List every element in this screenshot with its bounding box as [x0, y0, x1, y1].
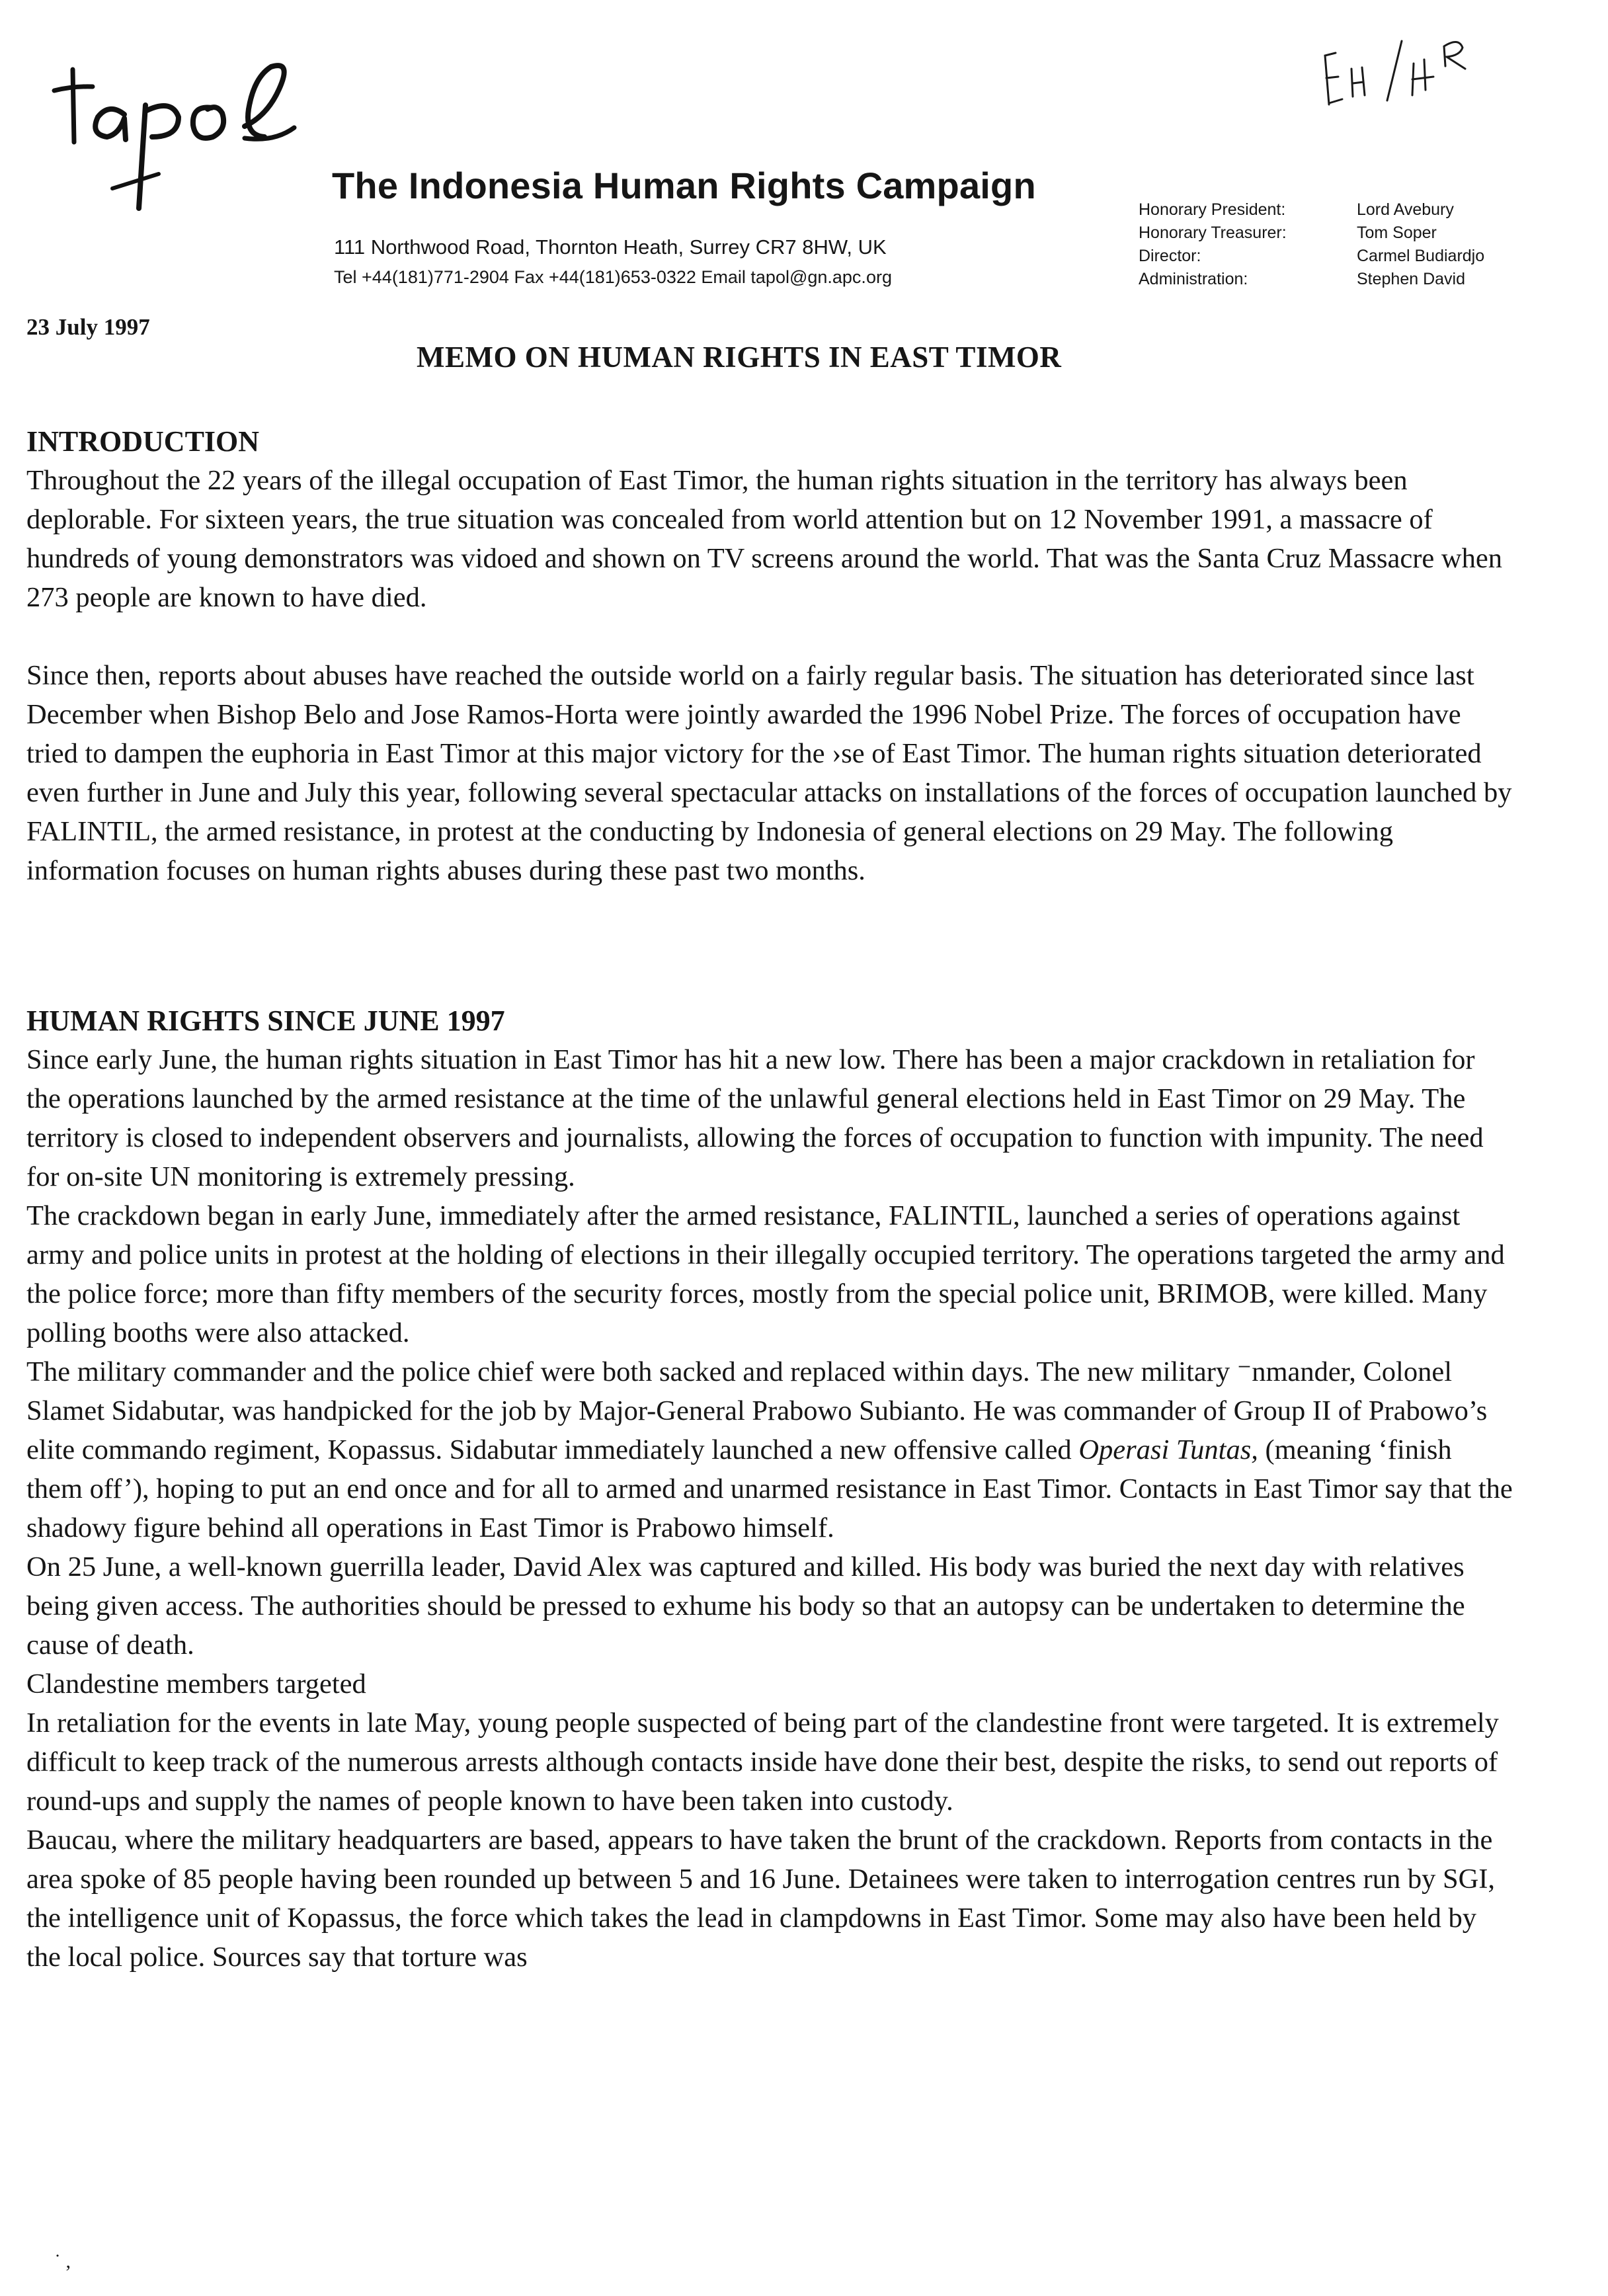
section-paragraph-3 — [26, 1352, 1514, 1547]
officer-role: Administration: — [1139, 270, 1248, 288]
officer-name: Tom Soper — [1357, 224, 1437, 242]
officer-name: Carmel Budiardjo — [1357, 247, 1485, 265]
section-paragraph-6: Baucau, where the military headquarters are based, appears to have taken the brunt of the crackdown. Reports from contacts in the area spoke of 85 people having been rounded up between 5 and 16 June. Detainees were taken to interrogation centres run by SGI, the intelligence unit of Kopassus, the force which takes the lead in clampdowns in East Timor. Some may also have been held by the local police. Sources say that torture was — [26, 1824, 1496, 1973]
officer-row — [1139, 198, 1484, 222]
section-paragraph-1: Since early June, the human rights situation in East Timor has hit a new low. There has been a major crackdown in retaliation for the operations launched by the armed resistance at the time of the unlawful general elections held in East Timor on 29 May. The territory is closed to independent observers and journalists, allowing the forces of occupation to function with impunity. The need for on-site UN monitoring is extremely pressing. — [26, 1044, 1484, 1192]
officer-name: Stephen David — [1357, 270, 1466, 288]
org-title: The Indonesia Human Rights Campaign — [332, 165, 1036, 206]
officer-role: Director: — [1139, 247, 1201, 265]
handwritten-annotation — [1316, 26, 1488, 106]
tapol-logo — [46, 63, 324, 215]
officer-row — [1139, 268, 1484, 291]
section-paragraph-4: On 25 June, a well-known guerrilla leader, David Alex was captured and killed. His body was buried the next day with relatives being given access. The authorities should be pressed to exhume his body so that an autopsy can be undertaken to determine the cause of death. — [26, 1551, 1465, 1660]
operation-name: Operasi Tuntas, — [1078, 1434, 1258, 1465]
org-address: 111 Northwood Road, Thornton Heath, Surrey CR7 8HW, UK — [334, 235, 887, 259]
org-contact: Tel +44(181)771-2904 Fax +44(181)653-0322 Email tapol@gn.apc.org — [334, 267, 892, 287]
paragraph-3-text-a: The military commander and the police chief were both sacked and replaced within days. The new military ⁻nmander, Colonel Slamet Sidabutar, was handpicked for the job by Major-General Prabowo Subianto. He was commander of Group II of Prabowo’s elite commando regiment, Kopassus. Sidabutar immediately launched a new offensive called — [26, 1356, 1488, 1465]
officer-name: Lord Avebury — [1357, 200, 1454, 219]
intro-paragraph-2: Since then, reports about abuses have reached the outside world on a fairly regular basis. The situation has deteriorated since last December when Bishop Belo and Jose Ramos-Horta were jointly awarded the 1996 Nobel Prize. The forces of occupation have tried to dampen the euphoria in East Timor at this major victory for the ›se of East Timor. The human rights situation deteriorated even further in June and July this year, following several spectacular attacks on installations of the forces of occupation launched by FALINTIL, the armed resistance, in protest at the conducting by Indonesia of general elections on 29 May. The following information focuses on human rights abuses during these past two months. — [26, 660, 1512, 886]
memo-title: MEMO ON HUMAN RIGHTS IN EAST TIMOR — [417, 341, 1062, 374]
human-rights-section — [26, 1001, 1514, 1977]
section-heading-introduction: INTRODUCTION — [26, 425, 260, 458]
section-heading-human-rights: HUMAN RIGHTS SINCE JUNE 1997 — [26, 1004, 505, 1037]
section-paragraph-5: In retaliation for the events in late May, young people suspected of being part of the clandestine front were targeted. It is extremely difficult to keep track of the numerous arrests although contacts inside have done their best, despite the risks, to send out reports of round-ups and supply the names of people known to have been taken into custody. — [26, 1707, 1499, 1817]
officer-role: Honorary Treasurer: — [1139, 224, 1287, 242]
officer-role: Honorary President: — [1139, 200, 1286, 219]
introduction-section — [26, 422, 1514, 890]
officer-row — [1139, 222, 1484, 245]
subheading-clandestine: Clandestine members targeted — [26, 1668, 366, 1700]
footer-mark: ˙ , — [54, 2250, 71, 2272]
officer-row — [1139, 245, 1484, 268]
paragraph-3-text-b: (meaning ‘finish them off’), hoping to put an end once and for all to armed and unarmed resistance in East Timor. Contacts in East Timor say that the shadowy figure behind all operations in East Timor is Prabowo himself. — [26, 1434, 1513, 1543]
intro-paragraph-1: Throughout the 22 years of the illegal occupation of East Timor, the human rights situation in the territory has always been deplorable. For sixteen years, the true situation was concealed from world attention but on 12 November 1991, a massacre of hundreds of young demonstrators was vidoed and shown on TV screens around the world. That was the Santa Cruz Massacre when 273 people are known to have died. — [26, 465, 1502, 613]
annotation-text: EH/HR — [1316, 26, 1318, 27]
memo-date: 23 July 1997 — [26, 314, 150, 340]
officers-list — [1139, 198, 1484, 291]
section-paragraph-2: The crackdown began in early June, immediately after the armed resistance, FALINTIL, launched a series of operations against army and police units in protest at the holding of elections in their illegally occupied territory. The operations targeted the army and the police force; more than fifty members of the security forces, mostly from the special police unit, BRIMOB, were killed. Many polling booths were also attacked. — [26, 1200, 1505, 1348]
